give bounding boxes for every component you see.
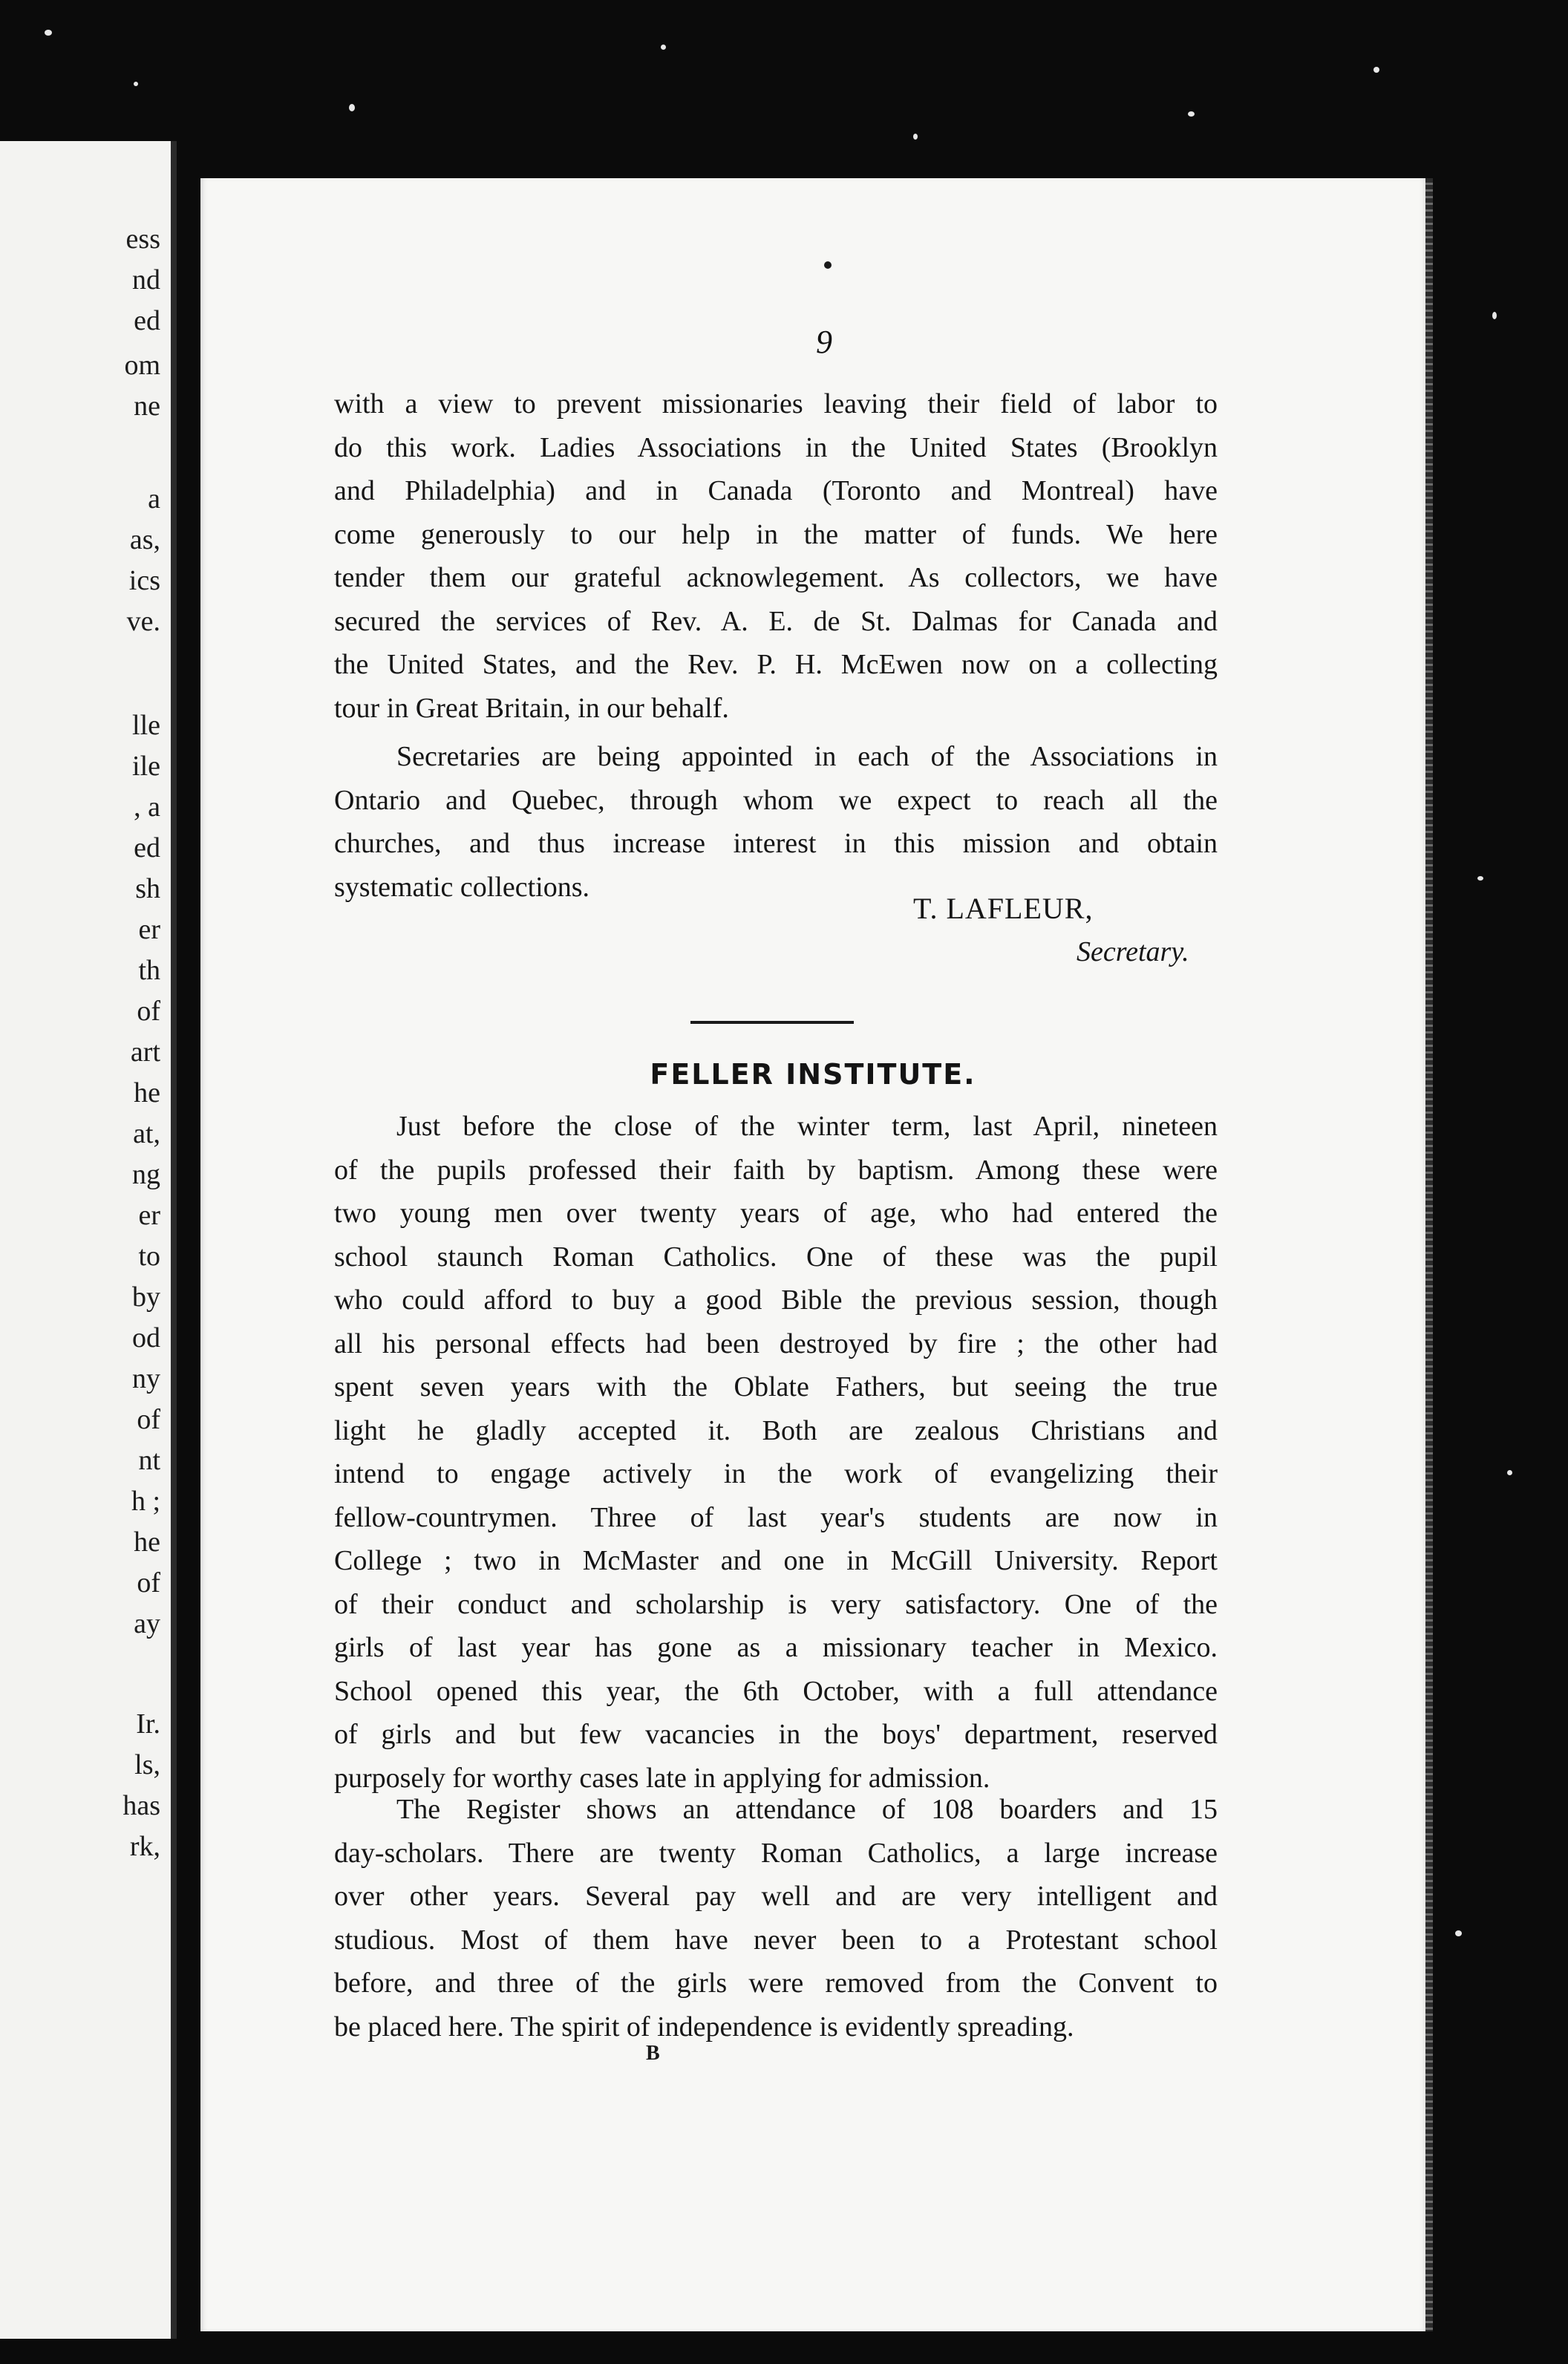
text-line: day-scholars. There are twenty Roman Catholics, a large increase: [334, 1837, 1218, 1869]
left-page-text-fragment: ne: [134, 391, 160, 422]
text-line: with a view to prevent missionaries leaving their field of labor to: [334, 388, 1218, 419]
left-page-text-fragment: as,: [129, 524, 160, 555]
text-line: studious. Most of them have never been to a Protestant school: [334, 1924, 1218, 1956]
dust-speck: [134, 82, 138, 86]
text-line: Just before the close of the winter term, last April, nineteen: [396, 1111, 1218, 1142]
dust-speck: [913, 134, 918, 140]
text-line: College ; two in McMaster and one in McGill University. Report: [334, 1545, 1218, 1576]
left-page-text-fragment: lle: [132, 710, 160, 741]
text-line: Ontario and Quebec, through whom we expect to reach all the: [334, 784, 1218, 816]
text-line: of the pupils professed their faith by baptism. Among these were: [334, 1154, 1218, 1186]
paragraph-2: [334, 735, 1218, 909]
left-page-text-fragment: th: [138, 955, 160, 986]
text-line: Secretaries are being appointed in each of the Associations in: [396, 741, 1218, 772]
signature-title: Secretary.: [1077, 936, 1189, 967]
text-line: tender them our grateful acknowlegement. As collectors, we have: [334, 562, 1218, 593]
left-page-text-fragment: ng: [132, 1159, 160, 1190]
left-page-text-fragment: ve.: [126, 606, 160, 637]
ink-dot: [824, 261, 832, 269]
text-line: be placed here. The spirit of independence is evidently spreading.: [334, 2011, 1074, 2043]
text-line: all his personal effects had been destroyed by fire ; the other had: [334, 1328, 1218, 1359]
text-line: The Register shows an attendance of 108 boarders and 15: [396, 1794, 1218, 1825]
text-line: over other years. Several pay well and are very intelligent and: [334, 1881, 1218, 1912]
left-page-text-fragment: om: [124, 350, 160, 381]
signature-name: T. LAFLEUR,: [913, 892, 1094, 925]
text-line: who could afford to buy a good Bible the previous session, though: [334, 1284, 1218, 1316]
dust-speck: [349, 104, 355, 111]
text-line: come generously to our help in the matter of funds. We here: [334, 518, 1218, 550]
left-facing-page: [0, 141, 177, 2339]
dust-speck: [1507, 1470, 1512, 1475]
document-page: [200, 178, 1433, 2331]
left-page-text-fragment: art: [130, 1036, 160, 1068]
signature-mark: B: [646, 2042, 660, 2065]
left-page-text-fragment: he: [134, 1077, 160, 1108]
left-page-text-fragment: ay: [134, 1608, 160, 1639]
left-page-text-fragment: has: [122, 1790, 160, 1821]
text-line: before, and three of the girls were removed from the Convent to: [334, 1968, 1218, 1999]
text-line: secured the services of Rev. A. E. de St. Dalmas for Canada and: [334, 605, 1218, 637]
left-page-text-fragment: ess: [125, 223, 160, 255]
dust-speck: [661, 45, 666, 50]
page-number: 9: [816, 324, 832, 360]
left-page-text-fragment: er: [138, 1200, 160, 1231]
section-heading: FELLER INSTITUTE.: [650, 1058, 976, 1091]
dust-speck: [1455, 1930, 1462, 1936]
left-page-text-fragment: to: [138, 1241, 160, 1272]
left-page-text-fragment: nd: [132, 264, 160, 296]
dust-speck: [1477, 876, 1483, 881]
left-page-text-fragment: sh: [135, 873, 160, 904]
left-page-text-fragment: , a: [134, 791, 160, 823]
text-line: churches, and thus increase interest in this mission and obtain: [334, 828, 1218, 859]
left-page-text-fragment: h ;: [131, 1486, 160, 1517]
text-line: of their conduct and scholarship is very satisfactory. One of the: [334, 1588, 1218, 1620]
text-line: light he gladly accepted it. Both are zealous Christians and: [334, 1414, 1218, 1446]
paragraph-1: [334, 382, 1218, 730]
text-line: school staunch Roman Catholics. One of these was the pupil: [334, 1241, 1218, 1273]
text-line: systematic collections.: [334, 871, 590, 903]
text-line: fellow-countrymen. Three of last year's students are now in: [334, 1501, 1218, 1533]
left-page-text-fragment: at,: [133, 1118, 160, 1149]
text-line: purposely for worthy cases late in applying for admission.: [334, 1762, 990, 1794]
dust-speck: [1373, 67, 1379, 73]
left-page-text-fragment: of: [137, 996, 160, 1027]
left-page-text-fragment: ile: [132, 751, 160, 782]
left-page-text-fragment: ls,: [134, 1749, 160, 1780]
text-line: tour in Great Britain, in our behalf.: [334, 692, 729, 724]
left-page-text-fragment: by: [132, 1281, 160, 1313]
left-page-text-fragment: ed: [134, 832, 160, 863]
left-page-text-fragment: ics: [128, 565, 160, 596]
left-page-text-fragment: er: [138, 914, 160, 945]
text-line: girls of last year has gone as a missionary teacher in Mexico.: [334, 1632, 1218, 1663]
left-page-text-fragment: of: [137, 1404, 160, 1435]
text-line: spent seven years with the Oblate Fathers, but seeing the true: [334, 1371, 1218, 1403]
dust-speck: [1492, 312, 1497, 319]
text-line: do this work. Ladies Associations in the United States (Brooklyn: [334, 431, 1218, 463]
text-line: of girls and but few vacancies in the boys' department, reserved: [334, 1719, 1218, 1750]
text-line: the United States, and the Rev. P. H. McEwen now on a collecting: [334, 649, 1218, 680]
text-line: School opened this year, the 6th October, with a full attendance: [334, 1675, 1218, 1707]
left-page-text-fragment: od: [132, 1322, 160, 1354]
left-page-text-fragment: ny: [132, 1363, 160, 1394]
dust-speck: [1188, 111, 1195, 117]
left-page-text-fragment: nt: [138, 1445, 160, 1476]
left-page-text-fragment: ed: [134, 305, 160, 336]
text-line: intend to engage actively in the work of evangelizing their: [334, 1458, 1218, 1489]
paragraph-3: [334, 1105, 1218, 1800]
left-page-text-fragment: he: [134, 1527, 160, 1558]
left-page-text-fragment: rk,: [129, 1831, 160, 1862]
text-line: two young men over twenty years of age, who had entered the: [334, 1198, 1218, 1229]
page-edge: [1425, 178, 1433, 2331]
left-page-text-fragment: of: [137, 1567, 160, 1599]
paragraph-4: [334, 1788, 1218, 2048]
dust-speck: [45, 30, 52, 36]
text-line: and Philadelphia) and in Canada (Toronto and Montreal) have: [334, 475, 1218, 506]
left-page-text-fragment: a: [148, 483, 160, 515]
section-divider: [690, 1021, 854, 1024]
left-page-text-fragment: Ir.: [136, 1708, 160, 1740]
